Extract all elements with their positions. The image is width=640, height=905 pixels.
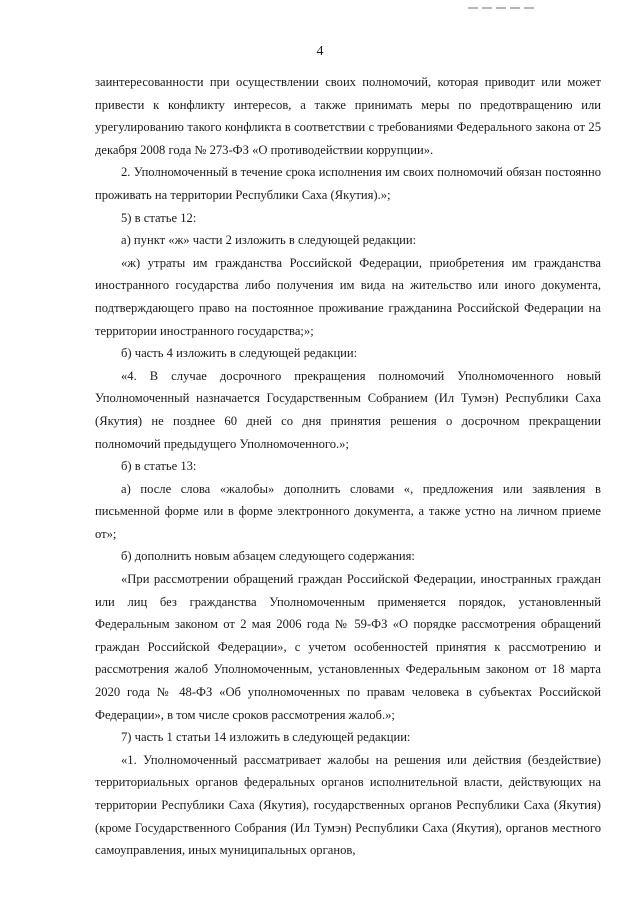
paragraph: «1. Уполномоченный рассматривает жалобы на решения или действия (бездействие) территориальных органов федеральных органов исполнительной власти, действующих на территории Республики Саха (Якутия), государственных органов Республики Саха (Якутия) (кроме Государственного Собрания (Ил Тумэн) Республики Саха (Якутия), органов местного самоуправления, иных муниципальных органов, [95,752,601,858]
paragraph: б) в статье 13: [121,459,197,474]
paragraph: б) часть 4 изложить в следующей редакции: [121,346,358,361]
paragraph: б) дополнить новым абзацем следующего содержания: [121,549,415,564]
paragraph: «4. В случае досрочного прекращения полномочий Уполномоченного новый Уполномоченный назначается Государственным Собранием (Ил Тумэн) Республики Саха (Якутия) не позднее 60 дней со дня принятия решения о досрочном прекращении полномочий предыдущего Уполномоченного.»; [95,368,601,451]
paragraph: 7) часть 1 статьи 14 изложить в следующей редакции: [121,730,411,745]
paragraph: 2. Уполномоченный в течение срока исполнения им своих полномочий обязан постоянно проживать на территории Республики Саха (Якутия).»; [95,165,601,202]
page-number: 4 [316,44,324,59]
document-body [95,71,601,862]
paragraph: а) после слова «жалобы» дополнить словами «, предложения или заявления в письменной форме или в форме электронного документа, а также устно на личном приеме от»; [95,481,601,541]
paragraph: заинтересованности при осуществлении своих полномочий, которая приводит или может привести к конфликту интересов, а также принимать меры по предотвращению или урегулированию такого конфликта в соответствии с требованиями Федерального закона от 25 декабря 2008 года № 273-ФЗ «О противодействии коррупции». [95,75,601,157]
paragraph: «При рассмотрении обращений граждан Российской Федерации, иностранных граждан или лиц без гражданства Уполномоченным применяется порядок, установленный Федеральным законом от 2 мая 2006 года № 59-ФЗ «О порядке рассмотрения обращений граждан Российской Федерации», с учетом особенностей принятия к рассмотрению и рассмотрения жалоб Уполномоченным, установленных Федеральным законом от 18 марта 2020 года № 48-ФЗ «Об уполномоченных по правам человека в субъектах Российской Федерации», в том числе сроков рассмотрения жалоб.»; [95,572,601,722]
scan-mark [468,7,534,9]
paragraph: 5) в статье 12: [121,210,197,225]
paragraph: «ж) утраты им гражданства Российской Федерации, приобретения им гражданства иностранного государства либо получения им вида на жительство или иного документа, подтверждающего право на постоянное проживание гражданина Российской Федерации на территории иностранного государства;»; [95,255,601,338]
paragraph: а) пункт «ж» части 2 изложить в следующей редакции: [121,233,417,248]
